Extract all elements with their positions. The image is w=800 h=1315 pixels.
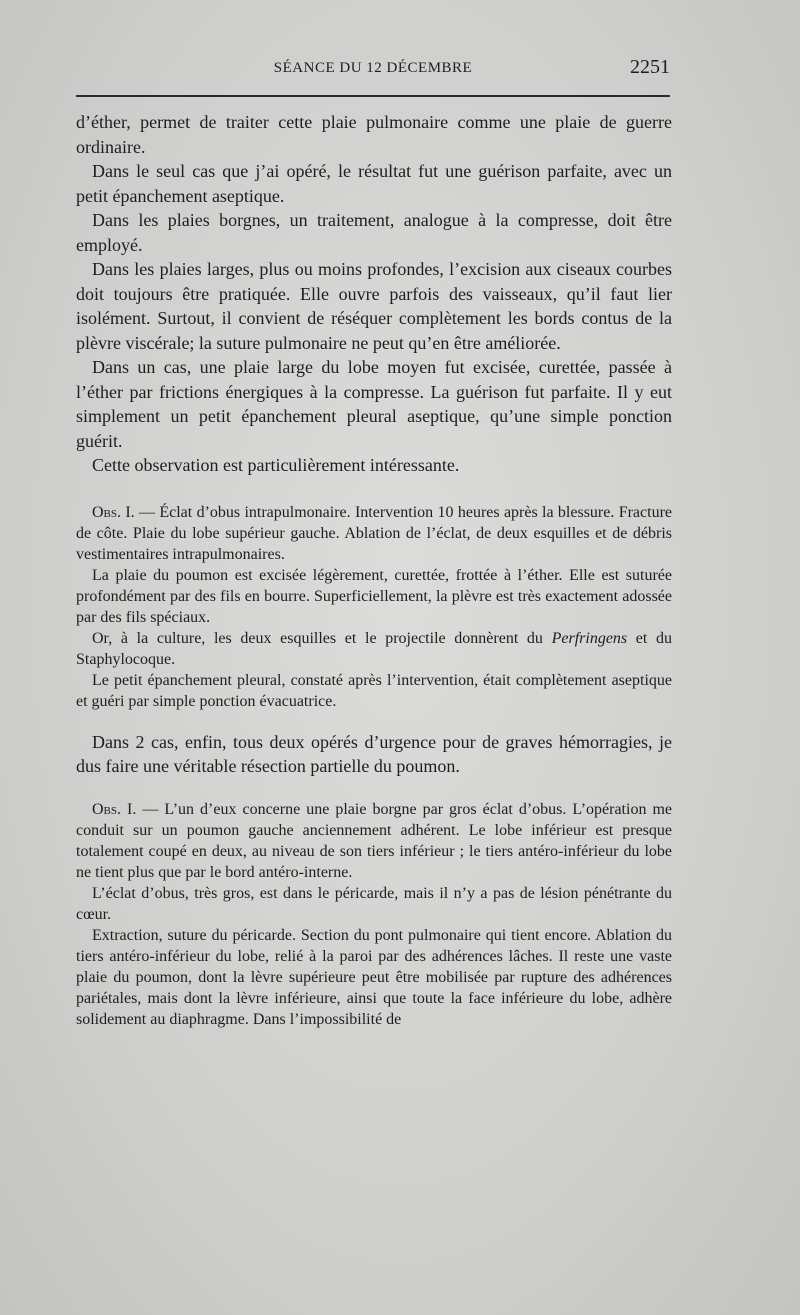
paragraph: Dans les plaies borgnes, un traitement, analogue à la compresse, doit être employé. (76, 210, 672, 255)
italic-term: Perfringens (551, 629, 628, 647)
observation-text: — L’un d’eux concerne une plaie borgne par gros éclat d’obus. L’opération me conduit sur un poumon gauche anciennement adhérent. Le lobe inférieur est presque totalement coupé en deux, au niveau de son tiers inférieur ; le tiers antéro-inférieur du lobe ne tient plus que par le bord antéro-interne. (76, 800, 673, 881)
observation-text: — Éclat d’obus intrapulmonaire. Intervention 10 heures après la blessure. Fracture de côte. Plaie du lobe supérieur gauche. Ablation de l’éclat, de deux esquilles et de débris vestimentaires intrapulmonaires. (76, 503, 672, 563)
paragraph-continuation: d’éther, permet de traiter cette plaie pulmonaire comme une plaie de guerre ordinaire. (76, 112, 672, 157)
observation-paragraph: Le petit épanchement pleural, constaté après l’intervention, était complètement aseptique et guéri par simple ponction évacuatrice. (76, 671, 672, 710)
observation-label: Obs. I. (92, 800, 137, 818)
header-rule (76, 95, 670, 97)
body-text (76, 110, 672, 1030)
page-number: 2251 (630, 56, 670, 78)
observation-paragraph (76, 502, 672, 565)
paragraph: Dans 2 cas, enfin, tous deux opérés d’urgence pour de graves hémorragies, je dus faire une véritable résection partielle du poumon. (76, 731, 672, 776)
observation-1 (76, 502, 672, 712)
observation-label: Obs. I. (92, 503, 135, 521)
observation-paragraph (76, 799, 672, 883)
page-header (76, 56, 670, 82)
observation-paragraph: Or, à la culture, les deux esquilles et le projectile donnèrent du Perfringens et du Staphylocoque. (76, 629, 673, 668)
paragraph: Dans le seul cas que j’ai opéré, le résultat fut une guérison parfaite, avec un petit épanchement aseptique. (76, 161, 672, 206)
observation-2 (76, 799, 672, 1030)
observation-paragraph: Extraction, suture du péricarde. Section du pont pulmonaire qui tient encore. Ablation du tiers antéro-inférieur du lobe, relié à la paroi par des adhérences lâches. Il reste une vaste plaie du poumon, dont la lèvre supérieure peut être mobilisée par rupture des adhérences pariétales, mais dont la lèvre inférieure, ainsi que toute la face inférieure du lobe, adhère solidement au diaphragme. Dans l’impossibilité de (76, 926, 672, 1028)
paragraph: Cette observation est particulièrement intéressante. (92, 455, 460, 475)
paragraph: Dans un cas, une plaie large du lobe moyen fut excisée, curettée, passée à l’éther par frictions énergiques à la compresse. La guérison fut parfaite. Il y eut simplement un petit épanchement pleural aseptique, qu’une simple ponction guérit. (76, 357, 672, 451)
observation-paragraph: L’éclat d’obus, très gros, est dans le péricarde, mais il n’y a pas de lésion pénétrante du cœur. (76, 884, 672, 923)
observation-paragraph: La plaie du poumon est excisée légèrement, curettée, frottée à l’éther. Elle est suturée profondément par des fils en bourre. Superficiellement, la plèvre est très exactement adossée par des fils spéciaux. (76, 566, 672, 626)
running-head: SÉANCE DU 12 DÉCEMBRE (273, 60, 473, 76)
paragraph: Dans les plaies larges, plus ou moins profondes, l’excision aux ciseaux courbes doit toujours être pratiquée. Elle ouvre parfois des vaisseaux, qu’il faut lier isolément. Surtout, il convient de réséquer complètement les bords contus de la plèvre viscérale; la suture pulmonaire ne peut qu’en être améliorée. (76, 259, 672, 353)
